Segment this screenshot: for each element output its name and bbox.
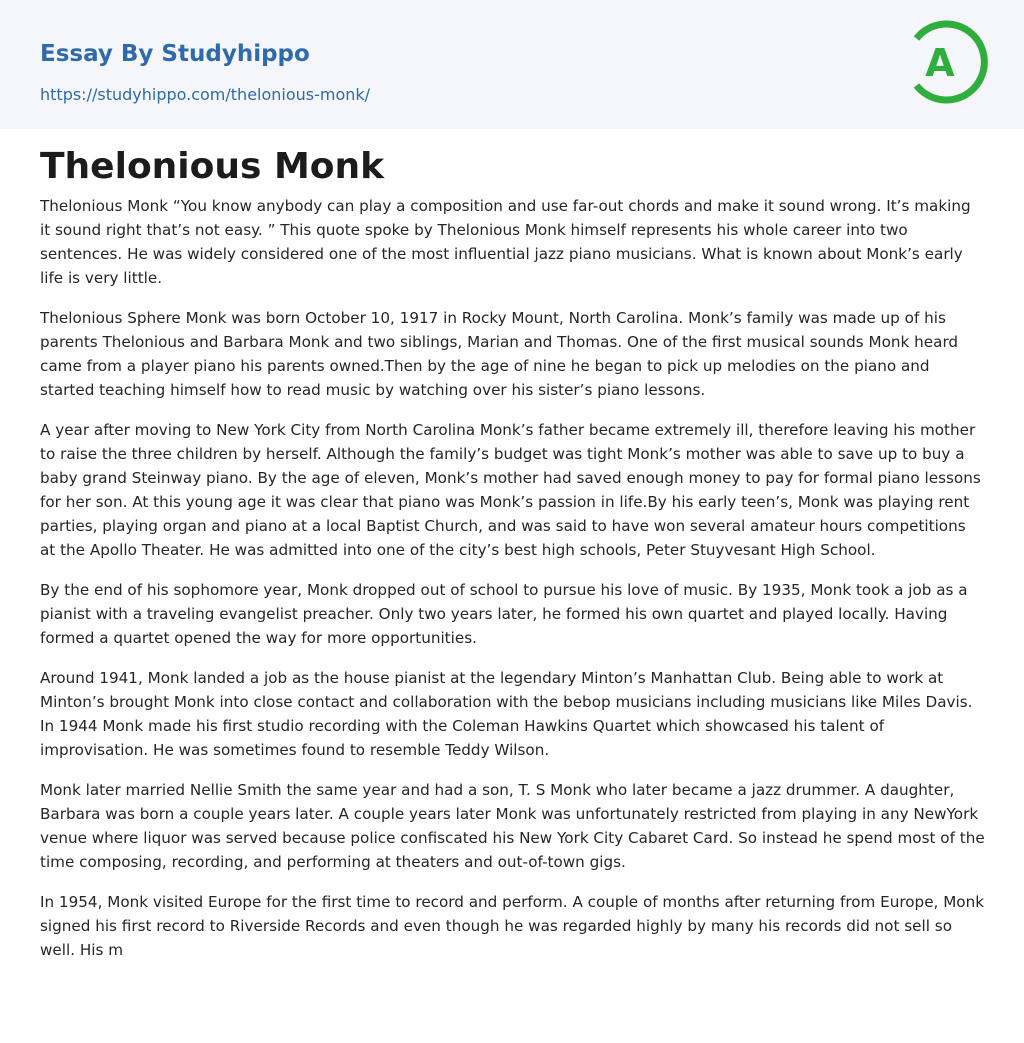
page-url-link[interactable]: https://studyhippo.com/thelonious-monk/ — [40, 85, 371, 104]
article-paragraph: A year after moving to New York City from North Carolina Monk’s father became extremely ill, therefore leaving his mother to raise the three children by herself. Although the family’s budget was tight Monk’s mother was able to save up to buy a baby grand Steinway piano. By the age of eleven, Monk’s mother had saved enough money to pay for formal piano lessons for her son. At this young age it was clear that piano was Monk’s passion in life.By his early teen’s, Monk was playing rent parties, playing organ and piano at a local Baptist Church, and was said to have won several amateur hours competitions at the Apollo Theater. He was admitted into one of the city’s best high schools, Peter Stuyvesant High School. — [40, 421, 981, 559]
logo-letter: A — [925, 41, 955, 85]
article-title: Thelonious Monk — [40, 146, 385, 187]
article-paragraph: Thelonious Sphere Monk was born October 10, 1917 in Rocky Mount, North Carolina. Monk’s family was made up of his parents Thelonious and Barbara Monk and two siblings, Marian and Thomas. One of the first musical sounds Monk heard came from a player piano his parents owned.Then by the age of nine he began to pick up melodies on the piano and started teaching himself how to read music by watching over his sister’s piano lessons. — [40, 309, 959, 399]
article-paragraph: Thelonious Monk “You know anybody can play a composition and use far-out chords and make it sound wrong. It’s making it sound right that’s not easy. ” This quote spoke by Thelonious Monk himself represents his whole career into two sentences. He was widely considered one of the most influential jazz piano musicians. What is known about Monk’s early life is very little. — [40, 197, 971, 287]
article-paragraph: By the end of his sophomore year, Monk dropped out of school to pursue his love of music. By 1935, Monk took a job as a pianist with a traveling evangelist preacher. Only two years later, he formed his own quartet and played locally. Having formed a quartet opened the way for more opportunities. — [40, 581, 968, 647]
site-title[interactable]: Essay By Studyhippo — [40, 41, 310, 67]
studyhippo-logo[interactable] — [908, 16, 988, 108]
article-paragraph: Monk later married Nellie Smith the same year and had a son, T. S Monk who later became a jazz drummer. A daughter, Barbara was born a couple years later. A couple years later Monk was unfortunately restricted from playing in any NewYork venue where liquor was served because police confiscated his New York City Cabaret Card. So instead he spend most of the time composing, recording, and performing at theaters and out-of-town gigs. — [40, 781, 985, 871]
page-header — [0, 0, 1024, 129]
article-body — [40, 194, 985, 978]
article-paragraph: Around 1941, Monk landed a job as the house pianist at the legendary Minton’s Manhattan Club. Being able to work at Minton’s brought Monk into close contact and collaboration with the bebop musicians including musicians like Miles Davis. In 1944 Monk made his first studio recording with the Coleman Hawkins Quartet which showcased his talent of improvisation. He was sometimes found to resemble Teddy Wilson. — [40, 669, 973, 759]
logo-icon — [908, 16, 988, 108]
article-paragraph: In 1954, Monk visited Europe for the first time to record and perform. A couple of months after returning from Europe, Monk signed his first record to Riverside Records and even though he was regarded highly by many his records did not sell so well. His m — [40, 893, 985, 959]
